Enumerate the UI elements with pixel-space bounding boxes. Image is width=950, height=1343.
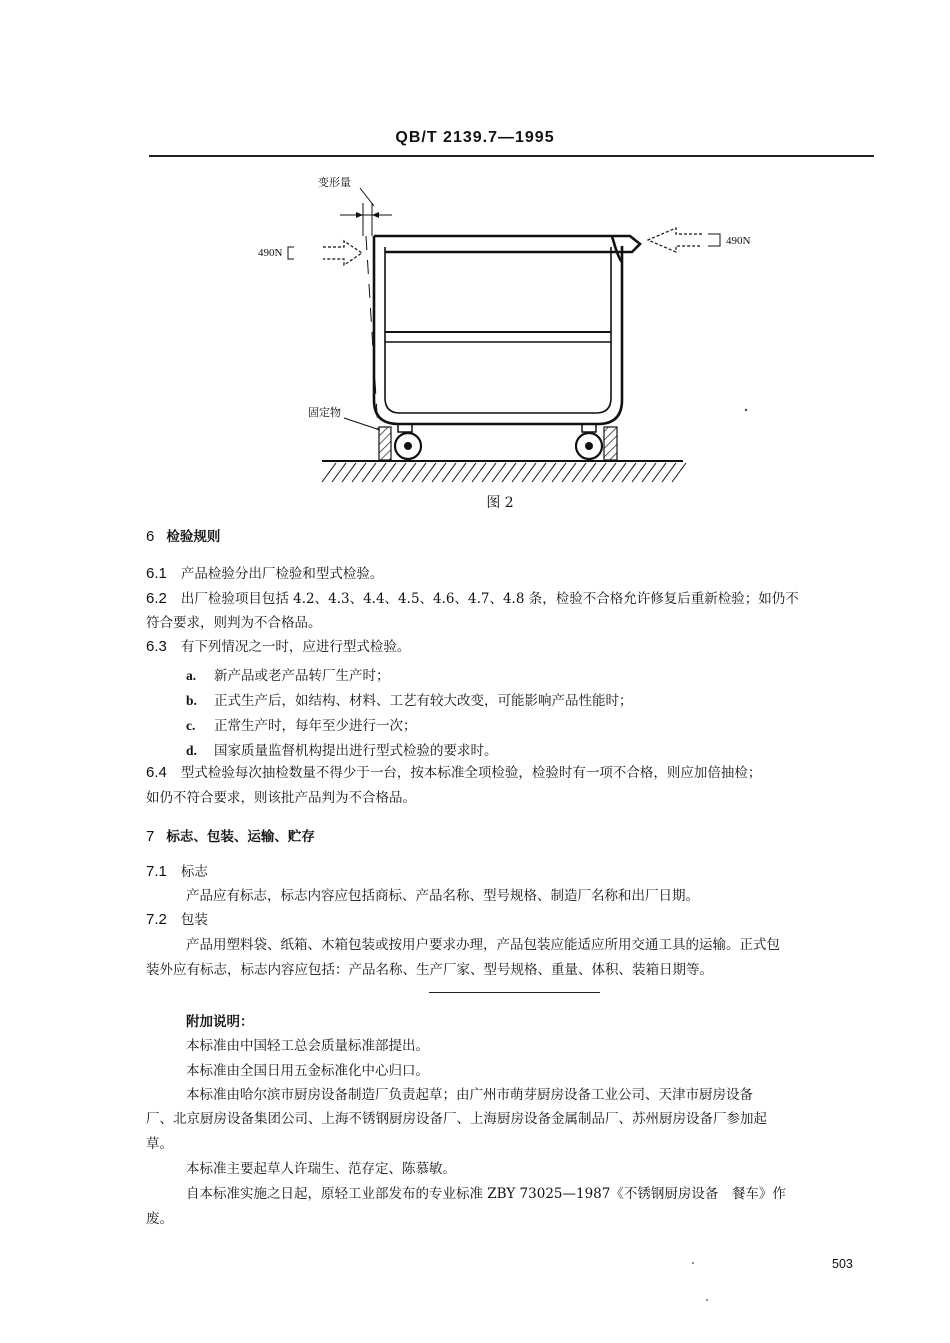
notes-line: 本标准由中国轻工总会质量标准部提出。 [186,1038,429,1054]
deformation-arrowhead-b [372,212,379,218]
notes-title: 附加说明： [186,1014,254,1030]
list-item [186,739,498,759]
list-item [186,689,633,709]
clause-6-4-line-2: 如仍不符合要求，则该批产品判为不合格品。 [146,790,416,806]
cart-frame [374,236,640,424]
list-item-mark: d. [186,743,197,758]
force-left-bracket [288,247,294,259]
caster-right [576,424,602,459]
section-6-title: 检验规则 [166,529,221,545]
clause-7-2-line-2: 装外应有标志，标志内容应包括：产品名称、生产厂家、型号规格、重量、体积、装箱日期等。 [146,962,713,978]
clause-7-2-title: 包装 [180,912,208,928]
list-item-text: 正常生产时，每年至少进行一次； [214,718,417,734]
list-item-text: 新产品或老产品转厂生产时； [214,668,390,684]
cart-outer-frame [374,236,622,424]
caster-left [395,424,421,459]
label-fixture: 固定物 [308,406,341,419]
clause-6-2-line-2: 符合要求，则判为不合格品。 [146,615,322,631]
scan-speck [692,1262,694,1264]
notes-line: 本标准由哈尔滨市厨房设备制造厂负责起草；由广州市萌芽厨房设备工业公司、天津市厨房设备 [186,1087,753,1103]
cart-inner-frame [385,247,611,413]
clause-6-4 [146,763,761,783]
clause-6-1 [146,564,383,584]
clause-6-3-number: 6.3 [146,638,167,655]
cart-handle [612,236,622,262]
section-6-heading [146,525,220,545]
clause-7-1-number: 7.1 [146,863,167,880]
clause-7-1-text: 产品应有标志，标志内容应包括商标、产品名称、型号规格、制造厂名称和出厂日期。 [186,888,699,904]
force-right-bracket [708,234,720,246]
cart-top-rail [374,236,640,252]
clause-6-3-text: 有下列情况之一时，应进行型式检验。 [180,639,411,655]
scan-speck [706,1299,708,1301]
clause-7-1-title: 标志 [180,864,208,880]
section-6-number: 6 [146,528,155,545]
section-7-title: 标志、包装、运输、贮存 [166,829,315,845]
list-item [186,664,390,684]
list-item-mark: a. [186,668,197,683]
list-item-text: 国家质量监督机构提出进行型式检验的要求时。 [214,743,498,759]
clause-6-3 [146,637,410,657]
notes-line: 草。 [146,1136,173,1152]
deformation-arrowhead-a [356,212,363,218]
deformed-position-line [366,236,378,430]
clause-7-2-number: 7.2 [146,911,167,928]
clause-7-2-line-1: 产品用塑料袋、纸箱、木箱包装或按用户要求办理，产品包装应能适应所用交通工具的运输。正式包 [186,937,780,953]
notes-line: 厂、北京厨房设备集团公司、上海不锈钢厨房设备厂、上海厨房设备金属制品厂、苏州厨房设备厂参加起 [146,1111,767,1127]
section-7-heading [146,825,315,845]
list-item-mark: b. [186,693,197,708]
caster-right-hub [585,442,593,450]
force-right-arrow [648,228,702,252]
notes-line: 自本标准实施之日起，原轻工业部发布的专业标准 ZBY 73025—1987《不锈钢厨房设备 餐车》作 [186,1186,786,1202]
clause-6-1-text: 产品检验分出厂检验和型式检验。 [180,566,384,582]
clause-7-1 [146,862,208,882]
clause-7-2 [146,910,208,930]
caster-left-hub [404,442,412,450]
clause-6-2-line-1: 出厂检验项目包括 4.2、4.3、4.4、4.5、4.6、4.7、4.8 条，检验不合格允许修复后重新检验；如仍不 [180,591,799,607]
clause-6-2 [146,589,799,609]
notes-line: 本标准由全国日用五金标准化中心归口。 [186,1063,429,1079]
label-force-left: 490N [258,247,283,259]
ground-hatching [322,463,686,482]
figure-caption: 图 2 [486,495,514,511]
label-force-right: 490N [726,235,751,247]
force-left-arrow [323,241,362,265]
label-deformation: 变形量 [318,176,351,189]
standard-code-header: QB/T 2139.7—1995 [395,129,555,146]
notes-line: 废。 [146,1211,173,1227]
fixture-block-right [604,427,617,460]
page-number: 503 [832,1257,853,1271]
notes-line: 本标准主要起草人许瑞生、范存定、陈慕敏。 [186,1161,456,1177]
section-7-number: 7 [146,828,155,845]
fixture-leader [344,418,380,430]
clause-6-1-number: 6.1 [146,565,167,582]
clause-6-2-number: 6.2 [146,590,167,607]
list-item-text: 正式生产后，如结构、材料、工艺有较大改变，可能影响产品性能时； [214,693,633,709]
cart-test-figure [0,0,950,520]
list-item [186,714,417,734]
notes-separator [429,992,600,993]
clause-6-4-number: 6.4 [146,764,167,781]
fixture-block-left [379,427,391,460]
list-item-mark: c. [186,718,196,733]
scan-speck-1 [745,409,747,411]
clause-6-4-line-1: 型式检验每次抽检数量不得少于一台，按本标准全项检验，检验时有一项不合格，则应加倍抽检； [180,765,762,781]
